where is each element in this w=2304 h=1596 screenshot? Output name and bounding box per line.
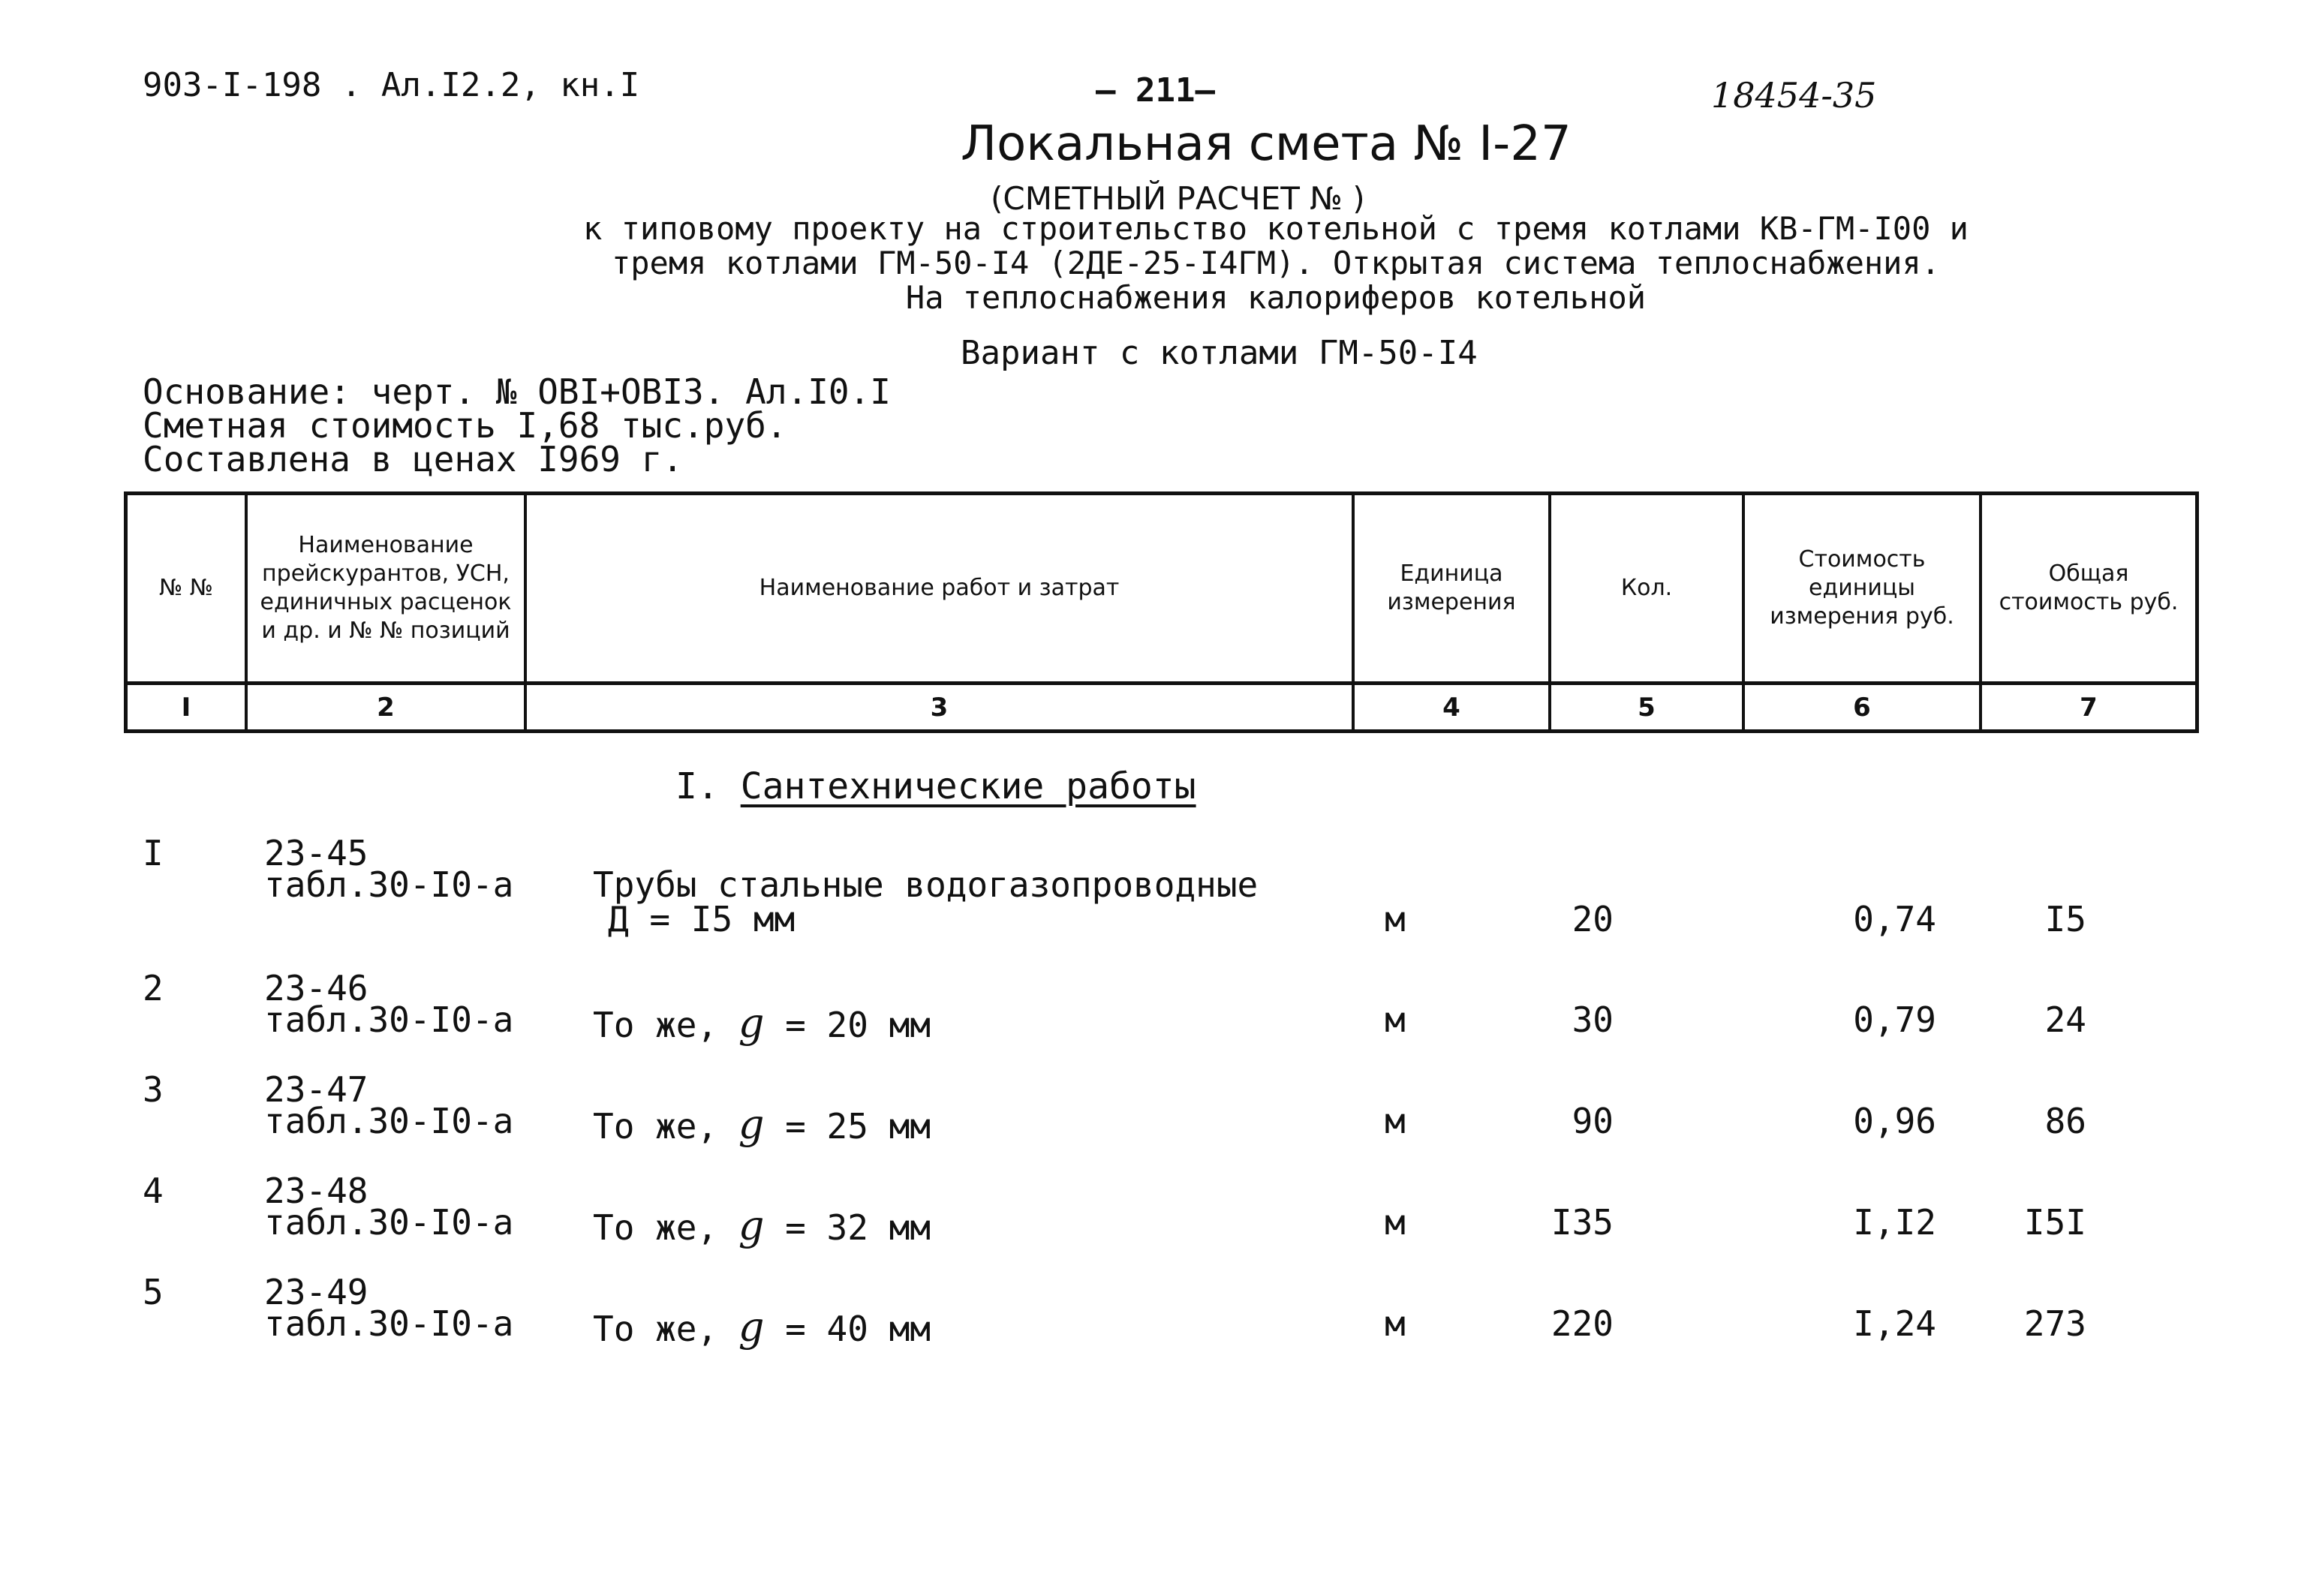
row-total: I5I	[2023, 1202, 2086, 1243]
row-work-prefix: То же,	[593, 1005, 718, 1045]
row-number: 4	[143, 1171, 164, 1211]
column-number-1: I	[128, 681, 248, 729]
row-total: I5	[2044, 899, 2086, 939]
row-work-size: = 25 мм	[785, 1106, 931, 1147]
row-code: 23-46	[264, 968, 368, 1008]
row-quantity: 20	[1572, 899, 1614, 939]
row-total: 273	[2023, 1303, 2086, 1344]
section-title: Сантехнические работы	[740, 765, 1196, 807]
diameter-symbol: g	[738, 1202, 765, 1249]
row-unit: м	[1385, 1303, 1406, 1344]
header-cell-unit: Единица измерения	[1355, 495, 1551, 681]
row-work-prefix: То же,	[593, 1207, 718, 1248]
row-code: 23-48	[264, 1171, 368, 1211]
row-work-prefix: То же,	[593, 1309, 718, 1349]
row-quantity: I35	[1551, 1202, 1614, 1243]
row-unit: м	[1385, 999, 1406, 1040]
row-unit-price: 0,96	[1853, 1101, 1936, 1141]
row-code: 23-49	[264, 1272, 368, 1312]
prices-year-line: Составлена в ценах I969 г.	[143, 439, 684, 479]
estimated-cost-line: Сметная стоимость I,68 тыс.руб.	[143, 405, 787, 446]
row-work-size: = 40 мм	[785, 1309, 931, 1349]
row-work-name	[593, 1202, 931, 1249]
page-number: — 211—	[1096, 71, 1215, 110]
header-cell-price-list: Наименование прейскурантов, УСН, единичных расценок и др. и № № позиций	[248, 495, 527, 681]
row-quantity: 30	[1572, 999, 1614, 1040]
row-unit: м	[1385, 899, 1406, 939]
document-reference: 903-I-198 . Ал.I2.2, кн.I	[143, 66, 640, 104]
row-number: 5	[143, 1272, 164, 1312]
row-table-ref: табл.30-I0-а	[264, 864, 514, 905]
row-number: 2	[143, 968, 164, 1008]
row-table-ref: табл.30-I0-а	[264, 999, 514, 1040]
project-line-2: тремя котлами ГМ-50-I4 (2ДЕ-25-I4ГМ). Открытая система теплоснабжения.	[611, 245, 1941, 281]
row-unit-price: 0,79	[1853, 999, 1936, 1040]
row-total: 24	[2044, 999, 2086, 1040]
row-table-ref: табл.30-I0-а	[264, 1202, 514, 1243]
row-work-prefix: То же,	[593, 1106, 718, 1147]
row-work-name	[593, 1101, 931, 1148]
row-unit: м	[1385, 1202, 1406, 1243]
column-number-5: 5	[1551, 681, 1745, 729]
row-work-name	[593, 999, 931, 1047]
row-work-name: Трубы стальные водогазопроводные	[593, 864, 1259, 905]
section-number: I.	[675, 765, 719, 807]
column-number-7: 7	[1982, 681, 2195, 729]
row-code: 23-47	[264, 1069, 368, 1110]
project-line-3: На теплоснабжения калориферов котельной	[905, 279, 1647, 316]
diameter-symbol: g	[738, 1101, 765, 1148]
row-table-ref: табл.30-I0-а	[264, 1101, 514, 1141]
row-quantity: 90	[1572, 1101, 1614, 1141]
header-cell-number: № №	[128, 495, 248, 681]
column-number-4: 4	[1355, 681, 1551, 729]
section-heading	[675, 765, 1196, 807]
row-unit-price: I,I2	[1853, 1202, 1936, 1243]
row-quantity: 220	[1551, 1303, 1614, 1344]
row-unit: м	[1385, 1101, 1406, 1141]
estimate-table-header	[124, 491, 2199, 733]
table-row	[0, 833, 2304, 939]
column-number-3: 3	[527, 681, 1355, 729]
diameter-symbol: g	[738, 1303, 765, 1351]
basis-line: Основание: черт. № ОВI+ОВI3. Ал.I0.I	[143, 371, 891, 412]
row-work-detail: Д = I5 мм	[608, 899, 796, 939]
header-cell-unit-cost: Стоимость единицы измерения руб.	[1745, 495, 1982, 681]
row-table-ref: табл.30-I0-а	[264, 1303, 514, 1344]
row-work-size: = 20 мм	[785, 1005, 931, 1045]
row-work-name	[593, 1303, 931, 1351]
header-cell-work-name: Наименование работ и затрат	[527, 495, 1355, 681]
archive-number: 18454-35	[1711, 75, 1877, 116]
row-unit-price: I,24	[1853, 1303, 1936, 1344]
row-work-size: = 32 мм	[785, 1207, 931, 1248]
table-row	[0, 1069, 2304, 1167]
table-row	[0, 1272, 2304, 1369]
diameter-symbol: g	[738, 999, 765, 1047]
header-cell-total-cost: Общая стоимость руб.	[1999, 561, 2179, 615]
row-number: I	[143, 833, 164, 873]
table-row	[0, 968, 2304, 1066]
page-title: Локальная смета № I-27	[961, 116, 1572, 172]
column-number-2: 2	[248, 681, 527, 729]
row-total: 86	[2044, 1101, 2086, 1141]
table-row	[0, 1171, 2304, 1268]
page-subtitle: (СМЕТНЫЙ РАСЧЕТ № )	[991, 180, 1365, 217]
row-number: 3	[143, 1069, 164, 1110]
column-number-6: 6	[1745, 681, 1982, 729]
variant-heading: Вариант с котлами ГМ-50-I4	[961, 334, 1478, 372]
row-unit-price: 0,74	[1853, 899, 1936, 939]
project-line-1: к типовому проекту на строительство котельной с тремя котлами КВ-ГМ-I00 и	[583, 210, 1969, 247]
row-code: 23-45	[264, 833, 368, 873]
header-cell-quantity: Кол.	[1551, 495, 1745, 681]
project-description	[450, 212, 2101, 315]
